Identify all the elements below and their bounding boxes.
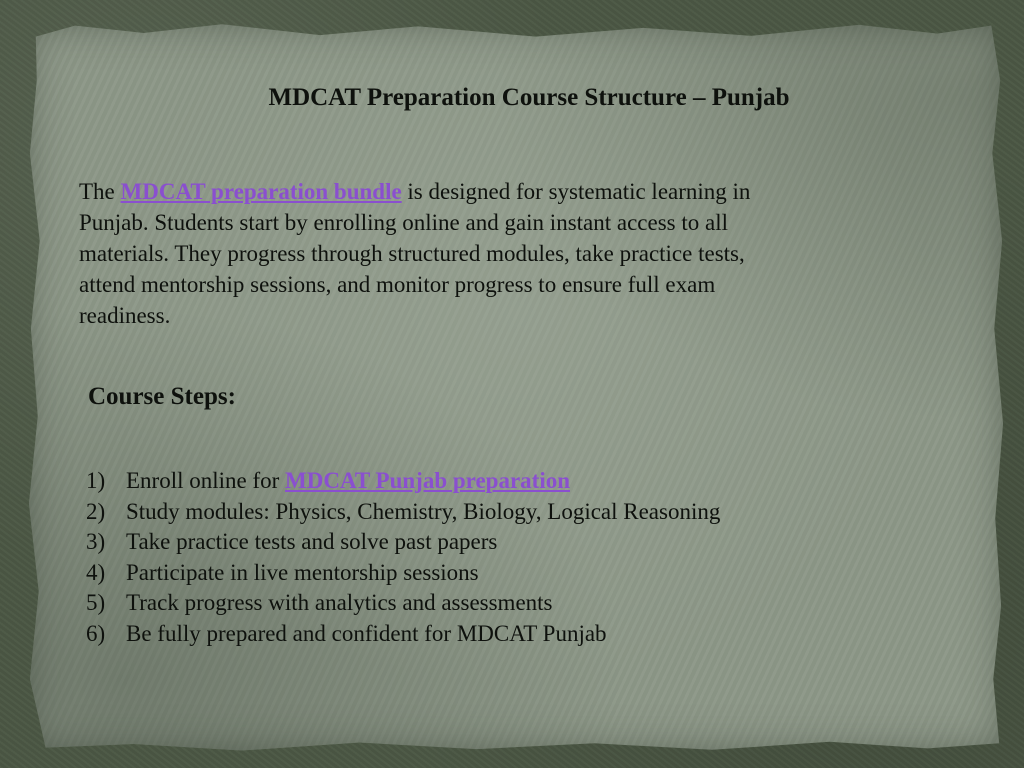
mdcat-bundle-link[interactable]: MDCAT preparation bundle (120, 179, 402, 204)
step-text: Take practice tests and solve past papers (126, 529, 498, 554)
slide-title: MDCAT Preparation Course Structure – Punjab (268, 84, 790, 111)
step-number: 1) (86, 468, 106, 493)
step-number: 5) (86, 590, 106, 615)
intro-text-before: The (79, 179, 121, 204)
list-item (86, 558, 726, 589)
step-number: 4) (86, 559, 106, 585)
list-item (86, 588, 726, 619)
steps-heading: Course Steps: (88, 383, 236, 410)
intro-paragraph (79, 176, 799, 331)
step-number: 6) (86, 620, 106, 646)
list-item (86, 527, 726, 558)
list-item (86, 466, 726, 497)
step-text: Study modules: Physics, Chemistry, Biology, Logical Reasoning (126, 498, 721, 524)
step-text: Participate in live mentorship sessions (126, 559, 479, 585)
step-number: 2) (86, 498, 106, 524)
step-text-part: Enroll online for (126, 468, 286, 493)
step-number: 3) (86, 529, 106, 554)
step-text: Track progress with analytics and assessments (126, 590, 553, 615)
list-item (86, 619, 726, 650)
step-text: Be fully prepared and confident for MDCAT Punjab (126, 620, 607, 646)
list-item (86, 497, 726, 528)
intro-text-after: is designed for systematic learning in Punjab. Students start by enrolling online and gain instant access to all materials. They progress through structured modules, take practice tests, attend mentorship sessions, and monitor progress to ensure full exam readiness. (79, 179, 751, 328)
step-text (126, 466, 726, 497)
steps-list (86, 466, 726, 649)
mdcat-punjab-link[interactable]: MDCAT Punjab preparation (285, 468, 571, 493)
